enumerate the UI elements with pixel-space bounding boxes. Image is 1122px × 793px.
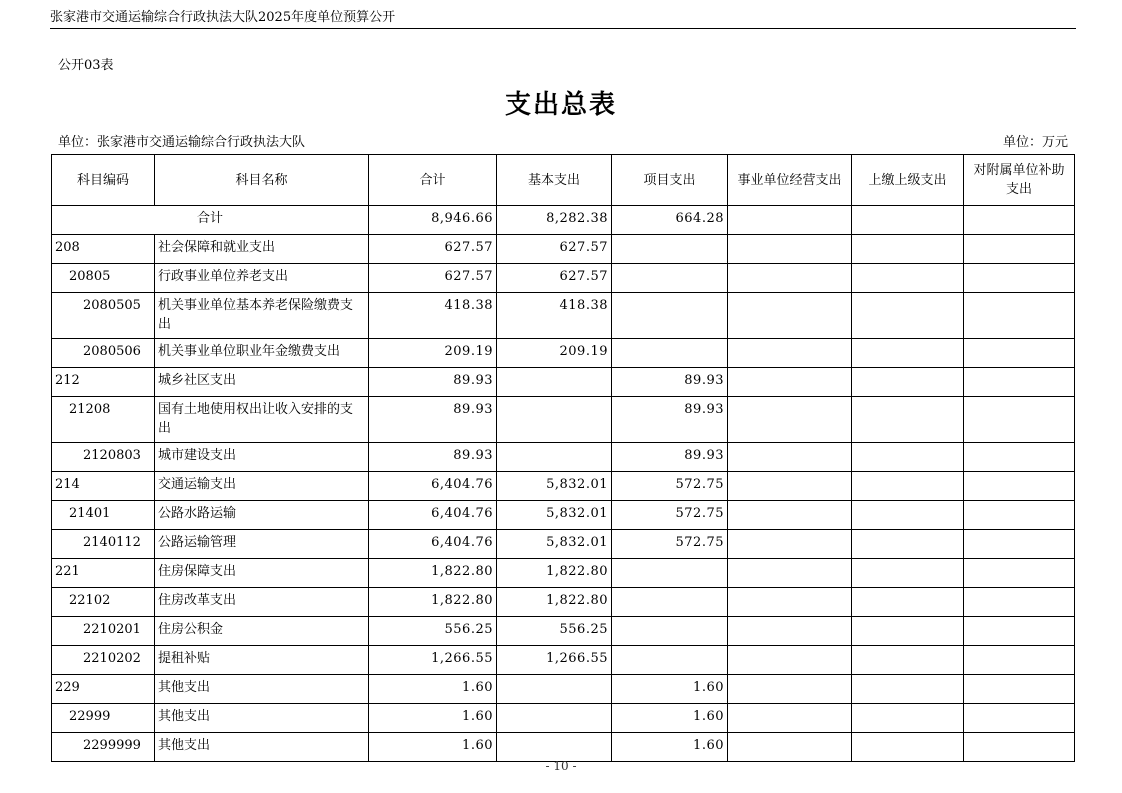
- subsidy-cell: [964, 472, 1075, 501]
- subsidy-cell: [964, 617, 1075, 646]
- name-cell: 住房保障支出: [155, 559, 369, 588]
- total-cell: 627.57: [369, 235, 497, 264]
- upper-cell: [852, 339, 964, 368]
- project-cell: 572.75: [612, 501, 728, 530]
- project-cell: 572.75: [612, 472, 728, 501]
- table-row: [52, 675, 1075, 704]
- column-header-project: 项目支出: [612, 155, 728, 206]
- upper-cell: [852, 733, 964, 762]
- upper-cell: [852, 559, 964, 588]
- code-cell: 2080506: [52, 339, 155, 368]
- upper-cell: [852, 235, 964, 264]
- name-cell: 机关事业单位职业年金缴费支出: [155, 339, 369, 368]
- subsidy-cell: [964, 646, 1075, 675]
- total-cell: 1.60: [369, 675, 497, 704]
- subsidy-cell: [964, 559, 1075, 588]
- table-row: [52, 293, 1075, 339]
- total-cell: 6,404.76: [369, 530, 497, 559]
- form-id: 公开03表: [58, 58, 114, 73]
- upper-cell: [852, 501, 964, 530]
- code-cell: 2210202: [52, 646, 155, 675]
- project-cell: [612, 293, 728, 339]
- subsidy-cell: [964, 235, 1075, 264]
- project-cell: 89.93: [612, 368, 728, 397]
- code-cell: 21208: [52, 397, 155, 443]
- name-cell: 其他支出: [155, 704, 369, 733]
- operating-cell: [728, 530, 852, 559]
- operating-cell: [728, 501, 852, 530]
- basic-cell: 5,832.01: [497, 530, 612, 559]
- operating-cell: [728, 368, 852, 397]
- operating-cell: [728, 339, 852, 368]
- subsidy-cell: [964, 339, 1075, 368]
- basic-cell: 556.25: [497, 617, 612, 646]
- table-row: [52, 501, 1075, 530]
- table-row: [52, 646, 1075, 675]
- name-cell: 国有土地使用权出让收入安排的支出: [155, 397, 369, 443]
- operating-cell: [728, 559, 852, 588]
- project-cell: [612, 235, 728, 264]
- total-cell: 1.60: [369, 733, 497, 762]
- project-cell: 89.93: [612, 397, 728, 443]
- basic-cell: [497, 675, 612, 704]
- name-cell: 社会保障和就业支出: [155, 235, 369, 264]
- code-cell: 212: [52, 368, 155, 397]
- code-cell: 2210201: [52, 617, 155, 646]
- subsidy-cell: [964, 733, 1075, 762]
- code-cell: 22999: [52, 704, 155, 733]
- subsidy-cell: [964, 704, 1075, 733]
- code-cell: 2120803: [52, 443, 155, 472]
- operating-cell: [728, 617, 852, 646]
- subsidy-cell: [964, 675, 1075, 704]
- project-cell: 664.28: [612, 206, 728, 235]
- table-row: [52, 559, 1075, 588]
- basic-cell: [497, 704, 612, 733]
- project-cell: 1.60: [612, 704, 728, 733]
- table-row: [52, 733, 1075, 762]
- project-cell: [612, 646, 728, 675]
- upper-cell: [852, 264, 964, 293]
- total-cell: 1.60: [369, 704, 497, 733]
- basic-cell: [497, 397, 612, 443]
- total-cell: 209.19: [369, 339, 497, 368]
- subsidy-cell: [964, 293, 1075, 339]
- table-row: [52, 704, 1075, 733]
- operating-cell: [728, 704, 852, 733]
- code-cell: 2299999: [52, 733, 155, 762]
- total-cell: 556.25: [369, 617, 497, 646]
- total-cell: 1,822.80: [369, 559, 497, 588]
- operating-cell: [728, 235, 852, 264]
- subsidy-cell: [964, 264, 1075, 293]
- upper-cell: [852, 704, 964, 733]
- table-row: [52, 235, 1075, 264]
- column-header-basic: 基本支出: [497, 155, 612, 206]
- upper-cell: [852, 206, 964, 235]
- project-cell: [612, 264, 728, 293]
- subsidy-cell: [964, 206, 1075, 235]
- name-cell: 城乡社区支出: [155, 368, 369, 397]
- basic-cell: 5,832.01: [497, 501, 612, 530]
- name-cell: 机关事业单位基本养老保险缴费支出: [155, 293, 369, 339]
- table-row: [52, 588, 1075, 617]
- table-row: [52, 617, 1075, 646]
- code-cell: 2080505: [52, 293, 155, 339]
- code-cell: 229: [52, 675, 155, 704]
- code-cell: 22102: [52, 588, 155, 617]
- name-cell: 其他支出: [155, 675, 369, 704]
- upper-cell: [852, 368, 964, 397]
- upper-cell: [852, 675, 964, 704]
- table-row: [52, 397, 1075, 443]
- name-cell: 住房改革支出: [155, 588, 369, 617]
- basic-cell: 627.57: [497, 264, 612, 293]
- name-cell: 公路水路运输: [155, 501, 369, 530]
- code-cell: 214: [52, 472, 155, 501]
- column-header-total: 合计: [369, 155, 497, 206]
- basic-cell: [497, 733, 612, 762]
- upper-cell: [852, 646, 964, 675]
- basic-cell: 209.19: [497, 339, 612, 368]
- project-cell: [612, 339, 728, 368]
- code-cell: 208: [52, 235, 155, 264]
- operating-cell: [728, 264, 852, 293]
- total-cell: 418.38: [369, 293, 497, 339]
- upper-cell: [852, 472, 964, 501]
- column-header-subsidy: 对附属单位补助支出: [964, 155, 1075, 206]
- column-header-name: 科目名称: [155, 155, 369, 206]
- name-cell: 行政事业单位养老支出: [155, 264, 369, 293]
- basic-cell: 1,822.80: [497, 588, 612, 617]
- operating-cell: [728, 646, 852, 675]
- operating-cell: [728, 675, 852, 704]
- total-cell: 6,404.76: [369, 472, 497, 501]
- basic-cell: 627.57: [497, 235, 612, 264]
- subsidy-cell: [964, 397, 1075, 443]
- expenditure-table: [51, 154, 1075, 762]
- operating-cell: [728, 397, 852, 443]
- name-cell: 其他支出: [155, 733, 369, 762]
- operating-cell: [728, 443, 852, 472]
- name-cell: 住房公积金: [155, 617, 369, 646]
- page-title: 支出总表: [504, 90, 617, 120]
- code-cell: 20805: [52, 264, 155, 293]
- code-cell: 21401: [52, 501, 155, 530]
- basic-cell: 8,282.38: [497, 206, 612, 235]
- basic-cell: 1,266.55: [497, 646, 612, 675]
- subsidy-cell: [964, 368, 1075, 397]
- upper-cell: [852, 443, 964, 472]
- code-cell: 221: [52, 559, 155, 588]
- basic-cell: 418.38: [497, 293, 612, 339]
- operating-cell: [728, 733, 852, 762]
- table-row: [52, 443, 1075, 472]
- total-cell: 89.93: [369, 397, 497, 443]
- operating-cell: [728, 472, 852, 501]
- table-row: [52, 472, 1075, 501]
- operating-cell: [728, 293, 852, 339]
- project-cell: [612, 588, 728, 617]
- basic-cell: 1,822.80: [497, 559, 612, 588]
- upper-cell: [852, 397, 964, 443]
- subsidy-cell: [964, 443, 1075, 472]
- total-cell: 6,404.76: [369, 501, 497, 530]
- name-cell: 公路运输管理: [155, 530, 369, 559]
- total-cell: 89.93: [369, 368, 497, 397]
- upper-cell: [852, 617, 964, 646]
- column-header-code: 科目编码: [52, 155, 155, 206]
- code-cell: 2140112: [52, 530, 155, 559]
- table-row: [52, 264, 1075, 293]
- table-header-row: [52, 155, 1075, 206]
- project-cell: 1.60: [612, 733, 728, 762]
- basic-cell: [497, 368, 612, 397]
- operating-cell: [728, 206, 852, 235]
- column-header-operating: 事业单位经营支出: [728, 155, 852, 206]
- total-row: [52, 206, 1075, 235]
- total-cell: 89.93: [369, 443, 497, 472]
- name-cell: 提租补贴: [155, 646, 369, 675]
- table-row: [52, 339, 1075, 368]
- basic-cell: [497, 443, 612, 472]
- upper-cell: [852, 530, 964, 559]
- subsidy-cell: [964, 501, 1075, 530]
- name-cell: 交通运输支出: [155, 472, 369, 501]
- name-cell: 城市建设支出: [155, 443, 369, 472]
- total-cell: 627.57: [369, 264, 497, 293]
- project-cell: 1.60: [612, 675, 728, 704]
- upper-cell: [852, 293, 964, 339]
- project-cell: 89.93: [612, 443, 728, 472]
- subsidy-cell: [964, 588, 1075, 617]
- operating-cell: [728, 588, 852, 617]
- currency-unit: 单位：万元: [1002, 135, 1068, 150]
- upper-cell: [852, 588, 964, 617]
- subsidy-cell: [964, 530, 1075, 559]
- page-number: - 10 -: [545, 759, 577, 773]
- total-cell: 8,946.66: [369, 206, 497, 235]
- total-label: 合计: [52, 206, 369, 235]
- document-header: 张家港市交通运输综合行政执法大队2025年度单位预算公开: [50, 10, 1076, 29]
- project-cell: [612, 617, 728, 646]
- project-cell: [612, 559, 728, 588]
- table-row: [52, 368, 1075, 397]
- total-cell: 1,266.55: [369, 646, 497, 675]
- column-header-upper: 上缴上级支出: [852, 155, 964, 206]
- table-row: [52, 530, 1075, 559]
- basic-cell: 5,832.01: [497, 472, 612, 501]
- unit-name: 单位：张家港市交通运输综合行政执法大队: [58, 135, 306, 150]
- project-cell: 572.75: [612, 530, 728, 559]
- total-cell: 1,822.80: [369, 588, 497, 617]
